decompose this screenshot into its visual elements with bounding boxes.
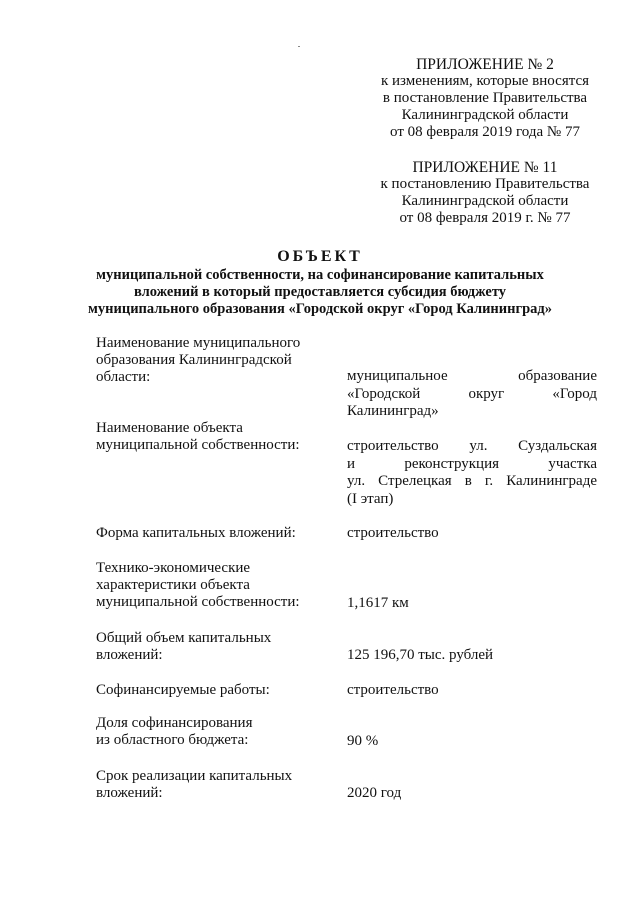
field-label: [96, 420, 336, 454]
appendix-heading: ПРИЛОЖЕНИЕ № 2: [416, 56, 554, 73]
field-label-line: муниципальной собственности:: [96, 594, 300, 610]
field-value-line: (I этап): [347, 490, 394, 507]
field-value: [347, 733, 597, 751]
appendix-line: в постановление Правительства: [382, 90, 588, 106]
field-label: [96, 630, 336, 664]
field-label: [96, 525, 336, 542]
field-value-word: муниципальное: [347, 368, 448, 384]
field-value-word: округ: [468, 385, 505, 402]
title-sub-line: вложений в который предоставляется субсидия бюджету: [133, 284, 507, 300]
field-label-line: образования Калининградской: [96, 352, 292, 368]
title-heading: ОБЪЕКТ: [277, 248, 363, 265]
field-value-word: в: [464, 473, 472, 489]
field-value-word: образование: [518, 368, 597, 384]
field-value: [347, 785, 597, 803]
field-label-line: вложений:: [96, 785, 163, 801]
field-label-line: из областного бюджета:: [96, 732, 249, 748]
title-sub-line: муниципального образования «Городской округ «Город Калининград»: [88, 301, 552, 317]
field-label: [96, 768, 336, 802]
field-value-line: 2020 год: [347, 785, 402, 801]
field-label-line: Срок реализации капитальных: [96, 768, 293, 784]
appendix-heading: ПРИЛОЖЕНИЕ № 11: [412, 159, 558, 176]
appendix-line: от 08 февраля 2019 г. № 77: [399, 210, 571, 226]
field-value-line: 90 %: [347, 733, 379, 749]
field-value-line: [347, 438, 597, 456]
field-value-line: 1,1617 км: [347, 595, 409, 611]
field-value-word: Суздальская: [518, 438, 597, 454]
title-subheading: [80, 267, 560, 318]
field-value: [347, 595, 597, 613]
field-value: [347, 682, 597, 700]
field-label-line: муниципальной собственности:: [96, 437, 300, 453]
field-value-line: [347, 386, 597, 404]
field-label-line: Софинансируемые работы:: [96, 682, 270, 698]
field-label-line: области:: [96, 369, 151, 385]
field-value: [347, 525, 597, 543]
appendix-line: к изменениям, которые вносятся: [380, 73, 590, 89]
appendix-line: Калининградской области: [401, 107, 569, 123]
field-value-word: и: [347, 455, 356, 472]
appendix-line: от 08 февраля 2019 года № 77: [390, 124, 580, 140]
field-value-line: [347, 368, 597, 386]
field-value-word: «Городской: [347, 385, 421, 402]
field-label-line: Общий объем капитальных: [96, 630, 272, 646]
field-label-line: Технико-экономические: [96, 560, 251, 576]
title-sub-line: муниципальной собственности, на софинансирование капитальных: [96, 267, 544, 283]
field-value-word: строительство: [347, 438, 439, 454]
scan-speck: [298, 46, 300, 47]
field-value-word: ул.: [347, 473, 366, 489]
field-value-word: «Город: [552, 385, 597, 402]
field-label: [96, 335, 336, 386]
field-label: [96, 682, 336, 699]
field-label-line: Наименование муниципального: [96, 335, 301, 351]
field-value-word: Калининграде: [506, 473, 597, 489]
field-value-line: строительство: [347, 525, 439, 541]
field-value-line: Калининград»: [347, 403, 439, 419]
field-label: [96, 715, 336, 749]
field-value-word: г.: [484, 473, 494, 489]
appendix-11-header: [360, 159, 610, 227]
field-label-line: Доля софинансирования: [96, 715, 253, 731]
field-label-line: Наименование объекта: [96, 420, 243, 436]
field-value-line: [347, 456, 597, 474]
document-title: [80, 247, 560, 318]
appendix-line: к постановлению Правительства: [380, 176, 590, 192]
field-value: [347, 438, 597, 508]
field-value-line: [347, 473, 597, 491]
field-value-word: ул.: [469, 438, 488, 454]
field-value: [347, 647, 597, 665]
field-value-word: Стрелецкая: [378, 473, 452, 489]
appendix-2-header: [360, 56, 610, 141]
field-value-line: 125 196,70 тыс. рублей: [347, 647, 494, 663]
field-label-line: вложений:: [96, 647, 163, 663]
field-value: [347, 368, 597, 421]
field-value-line: строительство: [347, 682, 439, 698]
appendix-line: Калининградской области: [401, 193, 569, 209]
field-value-word: реконструкция: [404, 455, 500, 472]
field-value-word: участка: [548, 455, 597, 472]
field-label-line: характеристики объекта: [96, 577, 250, 593]
field-label: [96, 560, 336, 611]
field-label-line: Форма капитальных вложений:: [96, 525, 296, 541]
